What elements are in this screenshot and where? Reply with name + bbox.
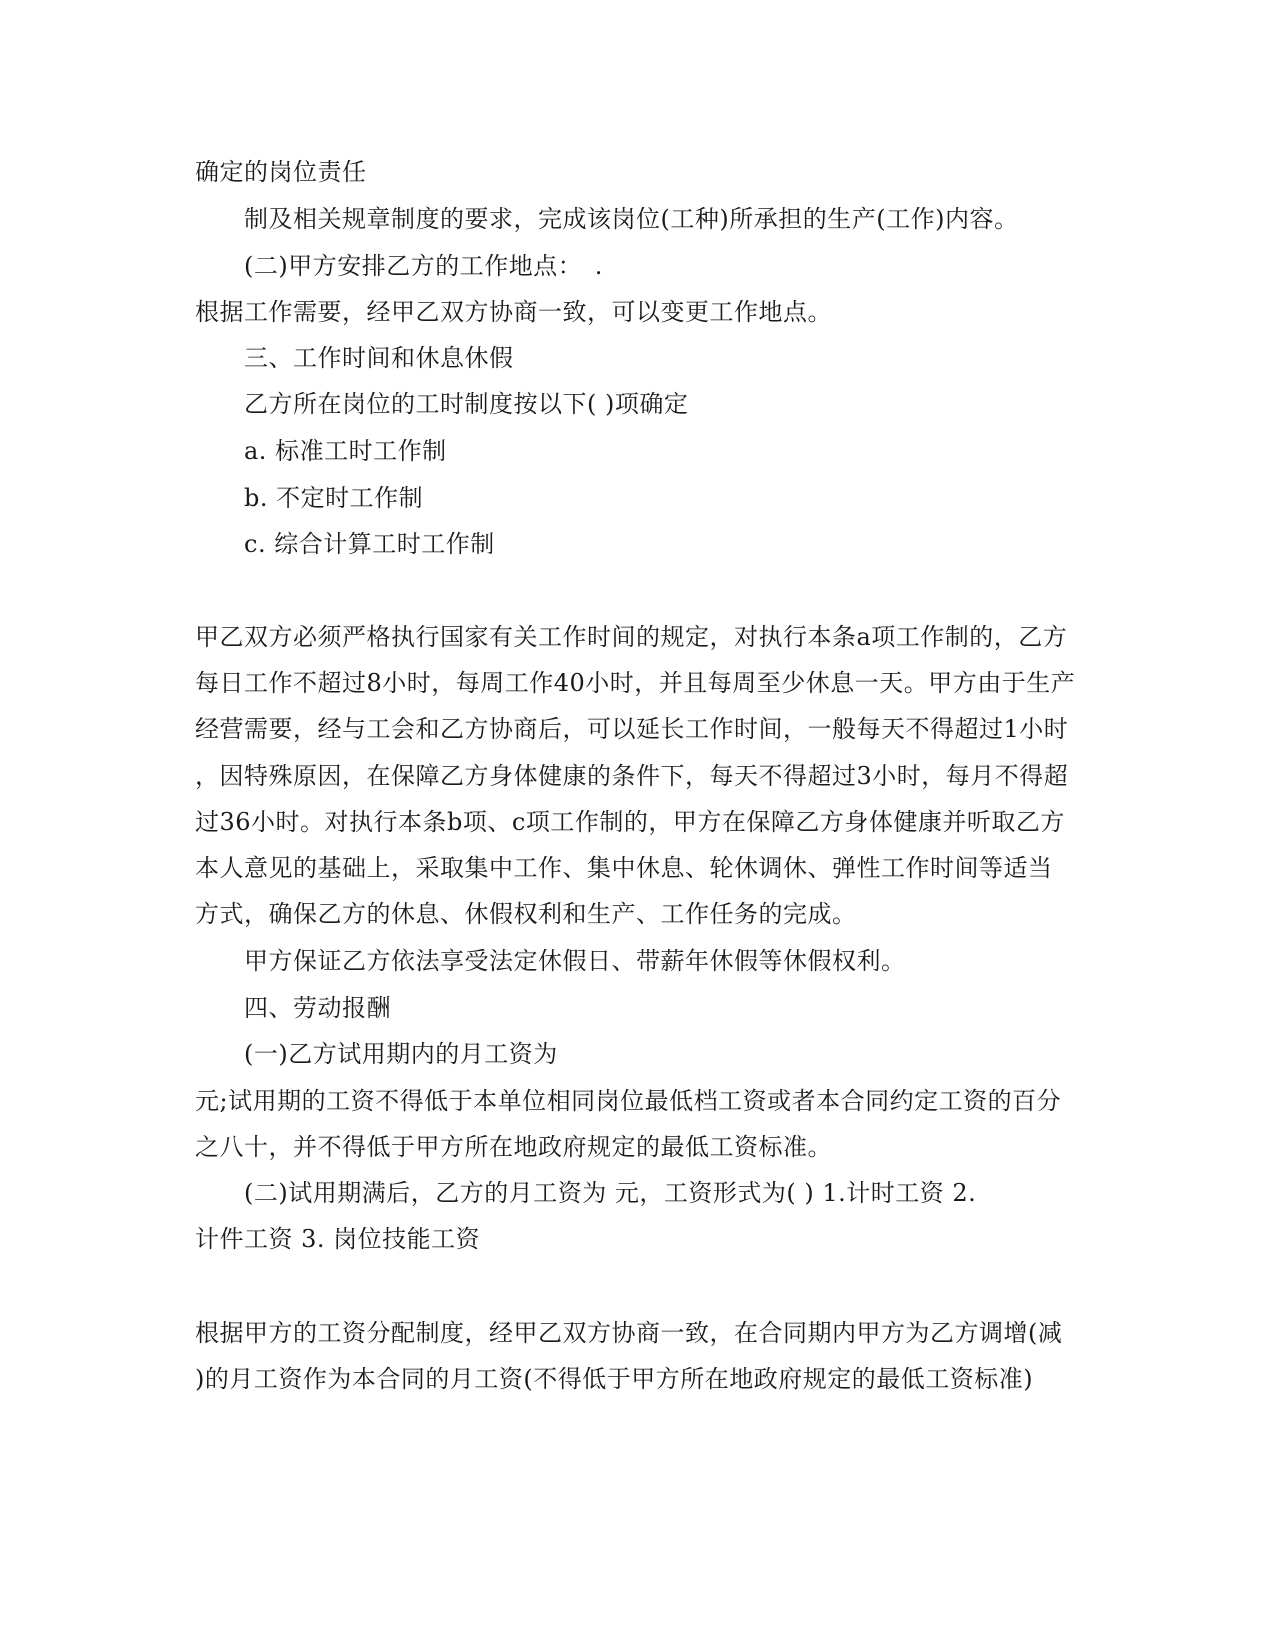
text-line: 甲方保证乙方依法享受法定休假日、带薪年休假等休假权利。 [244,947,906,975]
text-line: 方式，确保乙方的休息、休假权利和生产、工作任务的完成。 [195,900,857,928]
text-line: 确定的岗位责任 [195,158,367,186]
text-line: 元;试用期的工资不得低于本单位相同岗位最低档工资或者本合同约定工资的百分 [195,1087,1062,1115]
text-line: 根据甲方的工资分配制度，经甲乙双方协商一致，在合同期内甲方为乙方调增(减 [195,1319,1063,1347]
list-item: a. 标准工时工作制 [244,437,447,465]
text-line: 甲乙双方必须严格执行国家有关工作时间的规定，对执行本条a项工作制的，乙方 [195,623,1068,651]
text-line: 之八十，并不得低于甲方所在地政府规定的最低工资标准。 [195,1133,832,1161]
text-line: 经营需要，经与工会和乙方协商后，可以延长工作时间，一般每天不得超过1小时 [195,715,1069,743]
text-line: 根据工作需要，经甲乙双方协商一致，可以变更工作地点。 [195,298,832,326]
list-item: c. 综合计算工时工作制 [244,530,495,558]
text-line: 过36小时。对执行本条b项、c项工作制的，甲方在保障乙方身体健康并听取乙方 [195,808,1065,836]
text-line: 本人意见的基础上，采取集中工作、集中休息、轮休调休、弹性工作时间等适当 [195,854,1053,882]
text-line: (二)试用期满后，乙方的月工资为 元，工资形式为( ) 1.计时工资 2. [244,1179,977,1207]
section-heading: 四、劳动报酬 [244,994,391,1022]
text-line: 计件工资 3. 岗位技能工资 [195,1225,481,1253]
text-line: 每日工作不超过8小时，每周工作40小时，并且每周至少休息一天。甲方由于生产 [195,669,1076,697]
text-line: 乙方所在岗位的工时制度按以下( )项确定 [244,390,689,418]
list-item: b. 不定时工作制 [244,484,424,512]
section-heading: 三、工作时间和休息休假 [244,344,514,372]
text-line: )的月工资作为本合同的月工资(不得低于甲方所在地政府规定的最低工资标准) [195,1365,1034,1393]
text-line: 制及相关规章制度的要求，完成该岗位(工种)所承担的生产(工作)内容。 [244,205,1019,233]
text-line: (二)甲方安排乙方的工作地点： . [244,252,603,280]
text-line: ，因特殊原因，在保障乙方身体健康的条件下，每天不得超过3小时，每月不得超 [195,762,1069,790]
text-line: (一)乙方试用期内的月工资为 [244,1040,558,1068]
